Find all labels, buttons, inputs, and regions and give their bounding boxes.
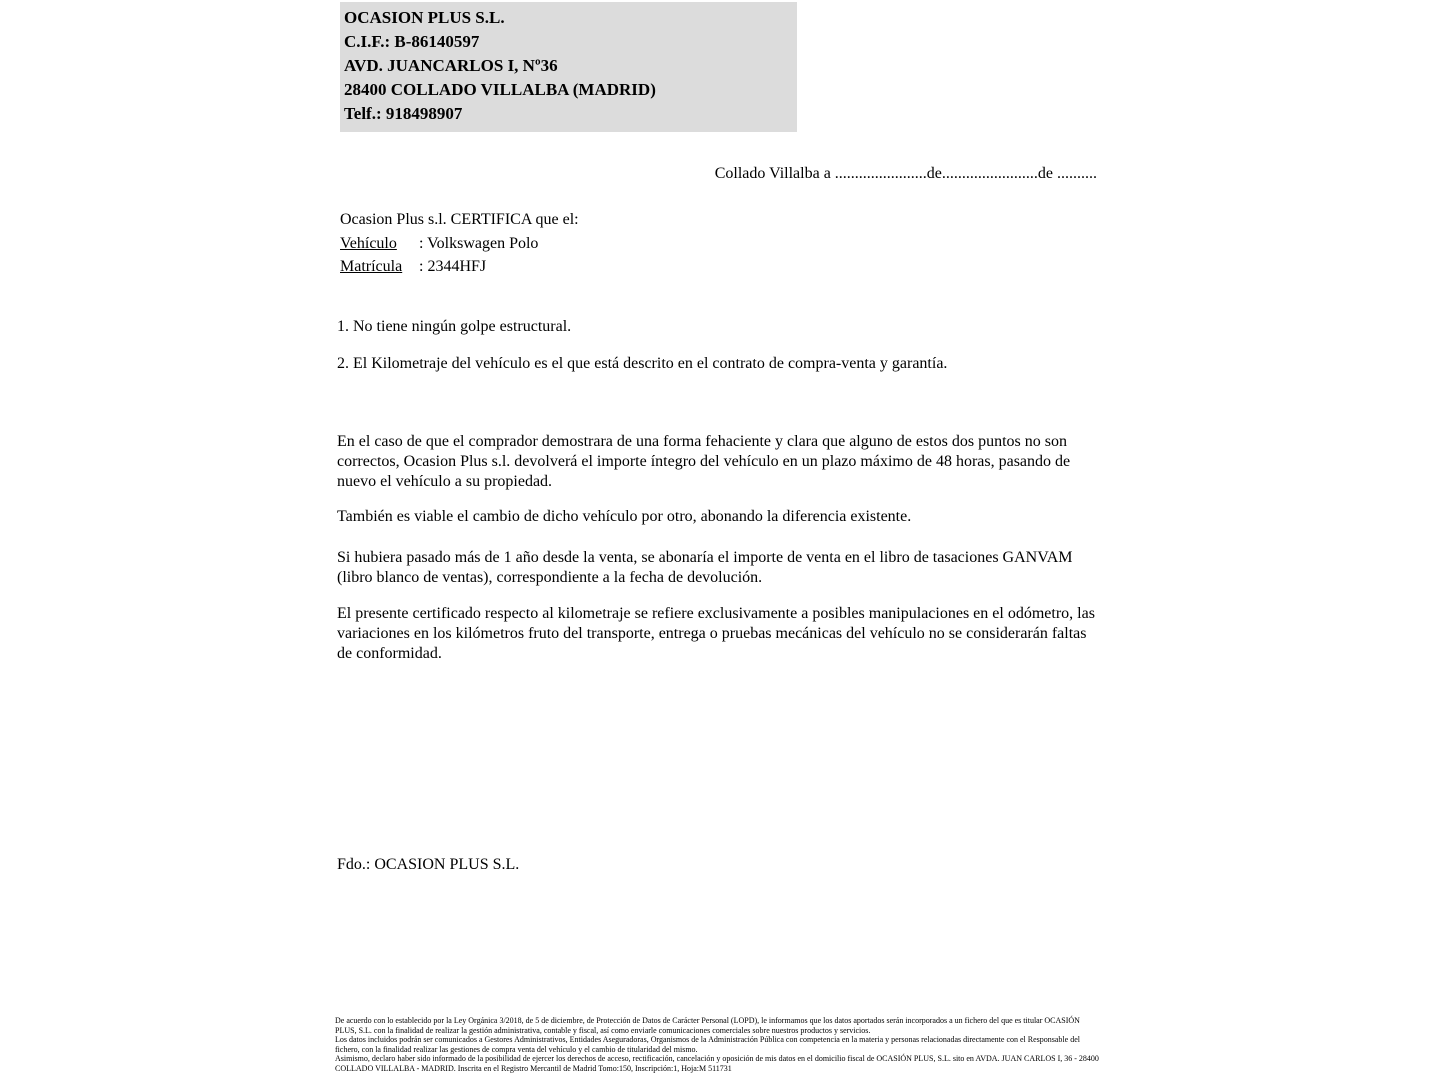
date-line: Collado Villalba a .......................de........................de .......... bbox=[714, 165, 1097, 182]
paragraph-refund-terms: En el caso de que el comprador demostrara de una forma fehaciente y clara que alguno de estos dos puntos no son correctos, Ocasion Plus s.l. devolverá el importe íntegro del vehículo en un plazo máximo de 48 horas, pasando de nuevo el vehículo a su propiedad. bbox=[337, 433, 1071, 490]
vehicle-row bbox=[340, 232, 579, 256]
plate-label: Matrícula bbox=[340, 258, 403, 275]
company-name: OCASION PLUS S.L. bbox=[344, 8, 505, 27]
condition-point-1: 1. No tiene ningún golpe estructural. bbox=[337, 318, 572, 335]
paragraph-ganvam-valuation: Si hubiera pasado más de 1 año desde la venta, se abonaría el importe de venta en el libro de tasaciones GANVAM (libro blanco de ventas), correspondiente a la fecha de devolución. bbox=[337, 549, 1073, 586]
legal-paragraph-lopd: De acuerdo con lo establecido por la Ley Orgánica 3/2018, de 5 de diciembre, de Protección de Datos de Carácter Personal (LOPD), le informamos que los datos aportados serán incorporados a un fichero del que es titular OCASIÓN PLUS, S.L. con la finalidad de realizar la gestión administrativa, contable y fiscal, así como enviarle comunicaciones comerciales sobre nuestros productos y servicios. bbox=[335, 1016, 1080, 1035]
vehicle-value: : Volkswagen Polo bbox=[419, 234, 539, 252]
company-city: 28400 COLLADO VILLALBA (MADRID) bbox=[344, 80, 656, 99]
legal-paragraph-data-sharing: Los datos incluidos podrán ser comunicados a Gestores Administrativos, Entidades Aseguradoras, Organismos de la Administración Pública con competencia en la materia y personas relacionadas directamente con el Responsable del fichero, con la finalidad realizar las gestiones de compra venta del vehículo y el cambio de titularidad del mismo. bbox=[335, 1035, 1080, 1054]
company-cif: C.I.F.: B-86140597 bbox=[344, 32, 480, 51]
paragraph-odometer-disclaimer: El presente certificado respecto al kilometraje se refiere exclusivamente a posibles manipulaciones en el odómetro, las variaciones en los kilómetros fruto del transporte, entrega o pruebas mecánicas del vehículo no se considerarán faltas de conformidad. bbox=[337, 605, 1095, 662]
company-phone: Telf.: 918498907 bbox=[344, 104, 463, 123]
company-header bbox=[340, 2, 797, 132]
company-address: AVD. JUANCARLOS I, Nº36 bbox=[344, 56, 558, 75]
certify-block bbox=[340, 208, 579, 279]
plate-row bbox=[340, 255, 579, 279]
condition-point-2: 2. El Kilometraje del vehículo es el que está descrito en el contrato de compra-venta y garantía. bbox=[337, 355, 948, 372]
vehicle-label: Vehículo bbox=[340, 234, 397, 252]
signature-line: Fdo.: OCASION PLUS S.L. bbox=[337, 856, 520, 873]
certify-intro: Ocasion Plus s.l. CERTIFICA que el: bbox=[340, 211, 579, 228]
legal-paragraph-rights: Asimismo, declaro haber sido informado de la posibilidad de ejercer los derechos de acceso, rectificación, cancelación y oposición de mis datos en el domicilio fiscal de OCASIÓN PLUS, S.L. sito en AVDA. JUAN CARLOS I, 36 - 28400 COLLADO VILLALBA - MADRID. Inscrita en el Registro Mercantil de Madrid Tomo:150, Inscripción:1, Hoja:M 511731 bbox=[335, 1054, 1099, 1073]
plate-value: : 2344HFJ bbox=[419, 258, 487, 275]
legal-notice bbox=[335, 1016, 1099, 1073]
paragraph-exchange-option: También es viable el cambio de dicho vehículo por otro, abonando la diferencia existente. bbox=[337, 508, 912, 525]
